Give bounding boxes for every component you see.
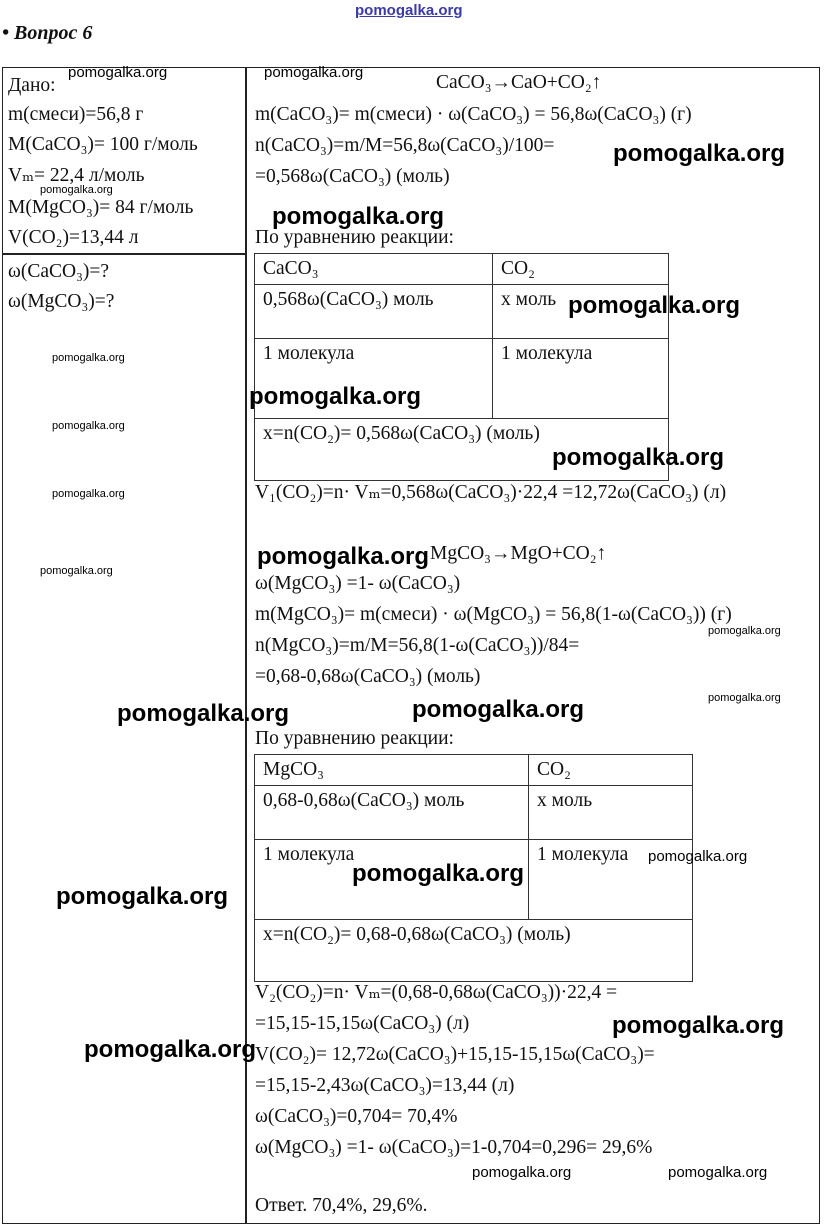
table-cell: x моль	[493, 285, 669, 339]
watermark: pomogalka.org	[40, 565, 113, 577]
table-result-cell: x=n(CO₂)= 0,568ω(CaCO₃) (моль)	[255, 419, 669, 481]
watermark: pomogalka.org	[472, 1164, 572, 1181]
table-header-cell: CaCO₃	[255, 254, 493, 285]
watermark: pomogalka.org	[40, 184, 113, 196]
solution-line: ω(MgCO₃) =1- ω(CaCO₃)	[255, 573, 461, 594]
given-find-divider	[2, 253, 246, 255]
watermark: pomogalka.org	[552, 444, 725, 471]
final-line: =15,15-15,15ω(CaCO₃) (л)	[255, 1013, 470, 1034]
given-line: V(CO₂)=13,44 л	[8, 227, 139, 248]
v1-line: V₁(CO₂)=n· Vₘ=0,568ω(CaCO₃)·22,4 =12,72ω(CaCO₃) (л)	[255, 482, 727, 503]
watermark: pomogalka.org	[708, 692, 781, 704]
watermark: pomogalka.org	[84, 1036, 257, 1063]
watermark: pomogalka.org	[68, 64, 168, 81]
watermark: pomogalka.org	[648, 848, 748, 865]
watermark: pomogalka.org	[708, 625, 781, 637]
table-result-cell: x=n(CO₂)= 0,68-0,68ω(CaCO₃) (моль)	[255, 920, 693, 982]
watermark: pomogalka.org	[613, 140, 786, 167]
reaction-equation-2: MgCO₃→MgO+CO₂↑	[430, 543, 607, 564]
table-cell: 0,68-0,68ω(CaCO₃) моль	[255, 786, 529, 840]
find-line: ω(MgCO₃)=?	[8, 291, 115, 312]
solution-line: n(CaCO₃)=m/M=56,8ω(CaCO₃)/100=	[255, 135, 555, 156]
final-line: V(CO₂)= 12,72ω(CaCO₃)+15,15-15,15ω(CaCO₃)=	[255, 1044, 655, 1065]
given-line: Vₘ= 22,4 л/моль	[8, 165, 145, 186]
watermark: pomogalka.org	[117, 700, 290, 727]
watermark: pomogalka.org	[568, 292, 741, 319]
watermark: pomogalka.org	[264, 64, 364, 81]
site-link[interactable]: pomogalka.org	[355, 2, 463, 19]
solution-line: n(MgCO₃)=m/M=56,8(1-ω(CaCO₃))/84=	[255, 635, 580, 656]
watermark: pomogalka.org	[612, 1012, 785, 1039]
final-line: ω(CaCO₃)=0,704= 70,4%	[255, 1106, 458, 1127]
solution-line: =0,68-0,68ω(CaCO₃) (моль)	[255, 666, 481, 687]
given-line: M(CaCO₃)= 100 г/моль	[8, 134, 198, 155]
reaction-equation-1: CaCO₃→CaO+CO₂↑	[436, 72, 602, 93]
table-header-cell: CO₂	[529, 755, 693, 786]
table-cell: x моль	[529, 786, 693, 840]
table-cell: 1 молекула	[255, 840, 529, 920]
final-line: ω(MgCO₃) =1- ω(CaCO₃)=1-0,704=0,296= 29,6%	[255, 1137, 653, 1158]
final-line: =15,15-2,43ω(CaCO₃)=13,44 (л)	[255, 1075, 515, 1096]
watermark: pomogalka.org	[52, 352, 125, 364]
table-header-cell: CO₂	[493, 254, 669, 285]
watermark: pomogalka.org	[249, 383, 422, 410]
solution-line: m(CaCO₃)= m(смеси) · ω(CaCO₃) = 56,8ω(CaCO₃) (г)	[255, 104, 692, 125]
watermark: pomogalka.org	[56, 883, 229, 910]
final-line: V₂(CO₂)=n· Vₘ=(0,68-0,68ω(CaCO₃))·22,4 =	[255, 982, 618, 1003]
watermark: pomogalka.org	[352, 860, 525, 887]
solution-line: m(MgCO₃)= m(смеси) · ω(MgCO₃) = 56,8(1-ω(CaCO₃)) (г)	[255, 604, 732, 625]
find-line: ω(CaCO₃)=?	[8, 261, 110, 282]
by-equation-label: По уравнению реакции:	[255, 227, 454, 248]
table-cell: 1 молекула	[493, 339, 669, 419]
watermark: pomogalka.org	[52, 488, 125, 500]
solution-line: =0,568ω(CaCO₃) (моль)	[255, 166, 450, 187]
given-line: m(смеси)=56,8 г	[8, 104, 144, 125]
watermark: pomogalka.org	[52, 420, 125, 432]
watermark: pomogalka.org	[412, 696, 585, 723]
table-header-cell: MgCO₃	[255, 755, 529, 786]
table-cell: 1 молекула	[529, 840, 693, 920]
given-label: Дано:	[8, 75, 56, 96]
by-equation-label: По уравнению реакции:	[255, 728, 454, 749]
table-cell: 0,568ω(CaCO₃) моль	[255, 285, 493, 339]
watermark: pomogalka.org	[668, 1164, 768, 1181]
watermark: pomogalka.org	[257, 543, 430, 570]
answer-line: Ответ. 70,4%, 29,6%.	[255, 1195, 428, 1216]
table-cell: 1 молекула	[255, 339, 493, 419]
question-heading: • Вопрос 6	[2, 22, 93, 44]
given-line: M(MgCO₃)= 84 г/моль	[8, 197, 194, 218]
watermark: pomogalka.org	[272, 203, 445, 230]
